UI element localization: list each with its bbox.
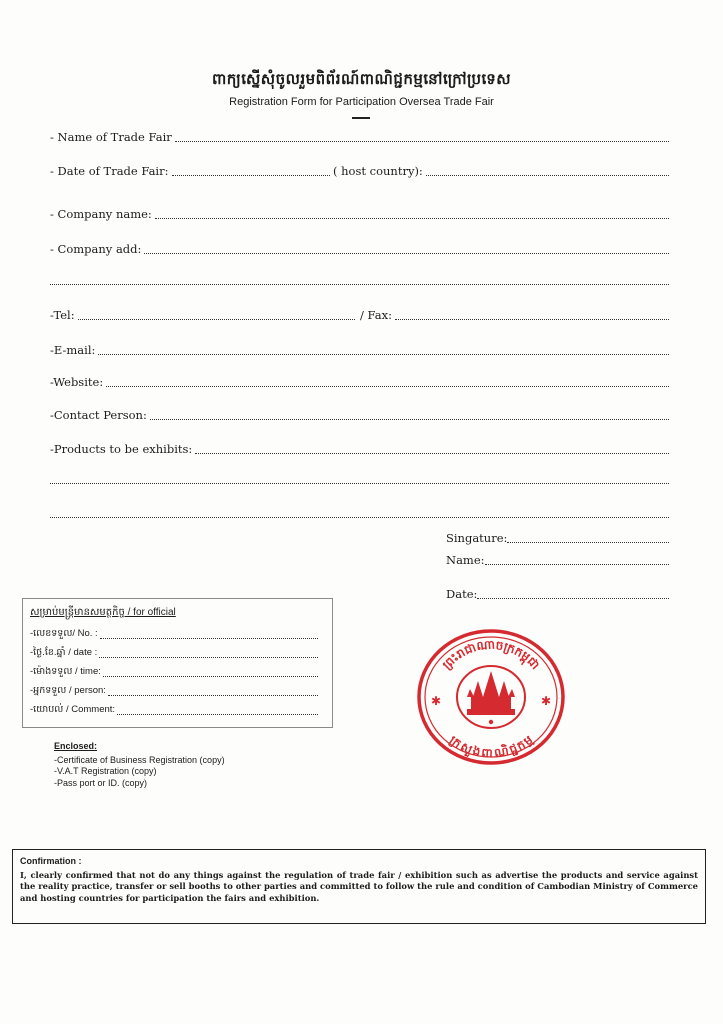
official-date-field[interactable] (30, 646, 318, 660)
official-person-field[interactable] (30, 684, 318, 698)
company-address-field[interactable] (50, 242, 669, 256)
official-person-label: -អ្នកទទួល / person: (30, 685, 106, 696)
signer-name-field[interactable] (446, 553, 669, 567)
tel-field[interactable] (50, 308, 355, 322)
signature-label: Singature: (446, 531, 508, 545)
company-name-label: - Company name: (50, 207, 152, 221)
fax-label: / Fax: (360, 308, 392, 322)
enclosed-header: Enclosed: (54, 741, 98, 751)
official-no-field[interactable] (30, 627, 318, 641)
tel-label: -Tel: (50, 308, 75, 322)
email-field[interactable] (50, 343, 669, 357)
signer-name-label: Name: (446, 553, 485, 567)
official-no-label: -លេខទទួល/ No. : (30, 628, 98, 639)
enclosed-item: -Certificate of Business Registration (copy) (54, 754, 225, 765)
trade-fair-date-field[interactable] (50, 164, 330, 178)
signature-date-field[interactable] (446, 587, 669, 601)
seal-bottom-text: ក្រសួងពាណិជ្ជកម្ម (446, 732, 536, 761)
enclosed-item: -V.A.T Registration (copy) (54, 766, 157, 776)
official-time-label: -ម៉ោងទទួល / time: (30, 666, 101, 677)
official-date-label: -ថ្ងៃ.ខែ.ឆ្នាំ / date : (30, 647, 98, 658)
host-country-field[interactable] (333, 164, 669, 178)
fax-field[interactable] (360, 308, 669, 322)
enclosed-section (54, 741, 225, 789)
website-field[interactable] (50, 375, 669, 389)
svg-text:✱: ✱ (431, 694, 442, 708)
trade-fair-date-label: - Date of Trade Fair: (50, 164, 169, 178)
title-divider (352, 117, 370, 119)
company-address-line-2[interactable] (50, 282, 669, 285)
trade-fair-name-field[interactable] (50, 130, 669, 144)
official-use-header: សម្រាប់មន្ត្រីមានសមត្ថកិច្ច / for official (30, 607, 176, 618)
official-comment-field[interactable] (30, 703, 318, 717)
form-title-khmer: ពាក្យស្នើសុំចូលរួមពិព័រណ៍ពាណិជ្ជកម្មនៅក្រៅប្រទេស (211, 70, 512, 88)
form-title-english: Registration Form for Participation Oversea Trade Fair (229, 96, 494, 108)
products-line-2[interactable] (50, 481, 669, 484)
email-label: -E-mail: (50, 343, 96, 357)
official-time-field[interactable] (30, 665, 318, 679)
host-country-label: ( host country): (333, 164, 423, 178)
products-label: -Products to be exhibits: (50, 442, 193, 456)
company-name-field[interactable] (50, 207, 669, 221)
products-line-3[interactable] (50, 515, 669, 518)
website-label: -Website: (50, 375, 104, 389)
contact-person-label: -Contact Person: (50, 408, 147, 422)
svg-text:ព្រះរាជាណាចក្រកម្ពុជា (440, 637, 543, 672)
products-field[interactable] (50, 442, 669, 456)
trade-fair-name-label: - Name of Trade Fair (50, 130, 172, 144)
enclosed-item: -Pass port or ID. (copy) (54, 777, 148, 788)
company-address-label: - Company add: (50, 242, 142, 256)
confirmation-text: I, clearly confirmed that not do any things against the regulation of trade fair / exhibition such as advertise the products and service against the reality practice, transfer or sell booths to other parties and committed to follow the rule and condition of Cambodian Ministry of Commerce and hosting countries for participation the fairs and exhibition. (20, 869, 698, 903)
official-use-box (22, 598, 333, 728)
official-comment-label: -យោបល់ / Comment: (30, 704, 116, 715)
signature-date-label: Date: (446, 587, 478, 601)
ministry-seal-icon (417, 625, 565, 765)
confirmation-header: Confirmation : (20, 856, 82, 866)
seal-top-text: ព្រះរាជាណាចក្រកម្ពុជា (439, 637, 543, 673)
signature-field[interactable] (446, 531, 669, 545)
confirmation-box (12, 849, 706, 924)
svg-text:✱: ✱ (541, 694, 552, 708)
contact-person-field[interactable] (50, 408, 669, 422)
